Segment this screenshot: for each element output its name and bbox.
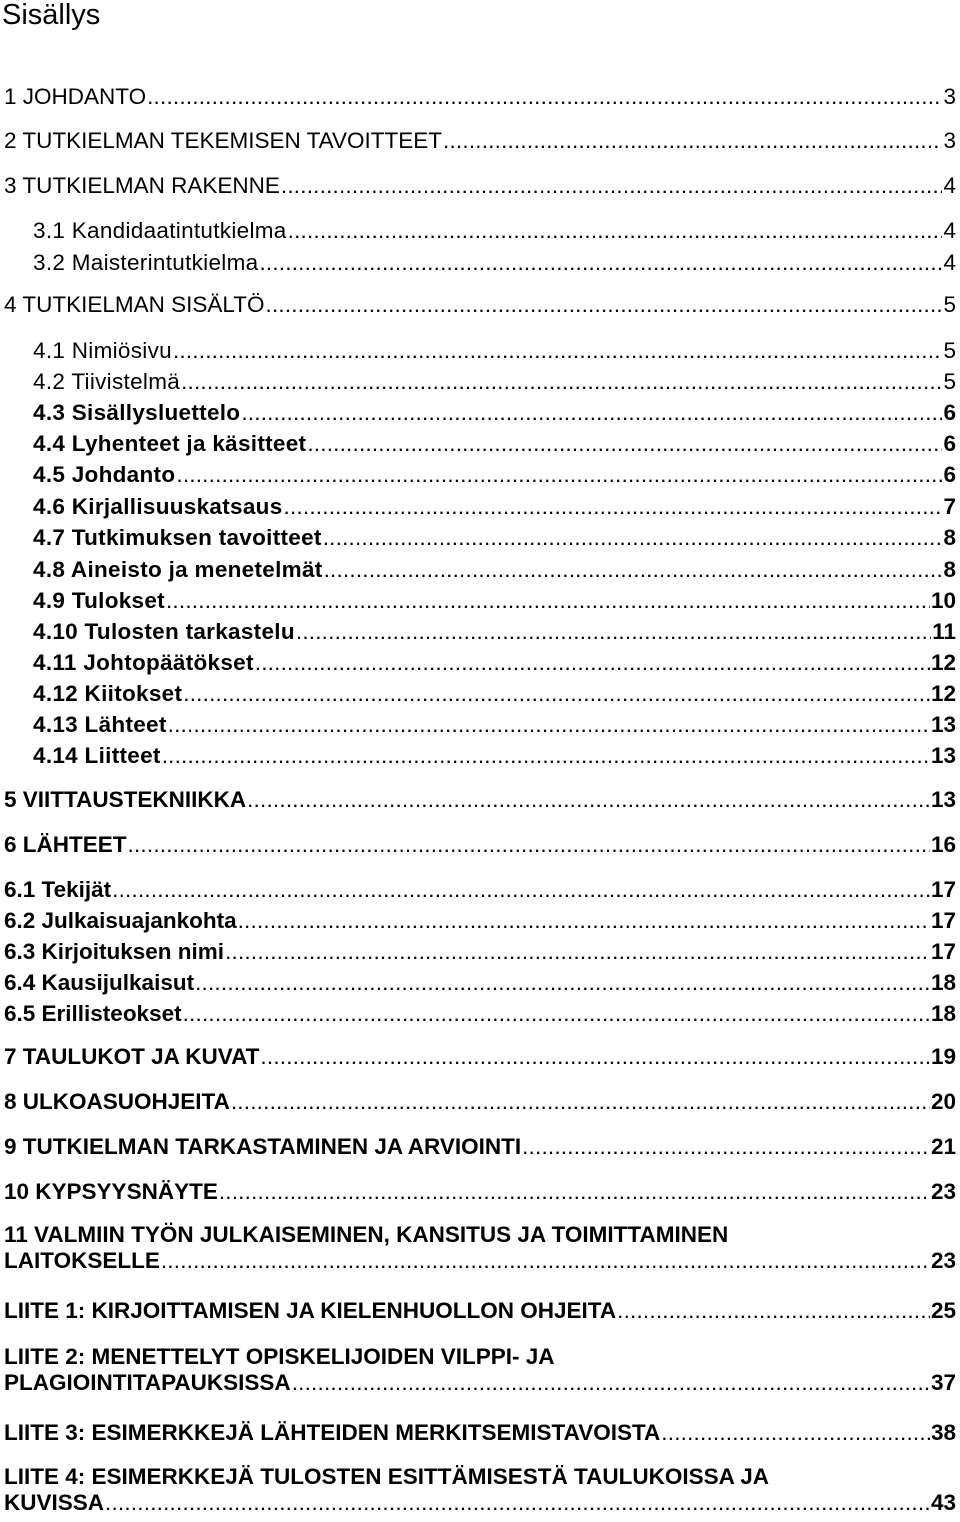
toc-entry[interactable] [33, 743, 960, 769]
toc-page-number: 18 [930, 970, 956, 995]
toc-page-number: 21 [930, 1134, 956, 1159]
toc-entry[interactable] [33, 250, 960, 276]
toc-page-number: 10 [930, 588, 956, 613]
toc-entry-title: 6.1 Tekijät [4, 877, 112, 902]
toc-entry[interactable] [33, 619, 960, 645]
dot-leader [281, 173, 943, 199]
toc-entry-title: 9 TUTKIELMAN TARKASTAMINEN JA ARVIOINTI [4, 1134, 522, 1159]
toc-page-number: 16 [930, 832, 956, 857]
toc-entry-title: 3.2 Maisterintutkielma [33, 250, 259, 275]
dot-leader [195, 970, 930, 996]
dot-leader [324, 557, 943, 583]
toc-entry-title: 4.8 Aineisto ja menetelmät [33, 557, 323, 582]
toc-entry-title: 5 VIITTAUSTEKNIIKKA [4, 787, 247, 812]
toc-page-number: 23 [930, 1248, 956, 1273]
toc-page-number: 5 [943, 369, 956, 394]
toc-entry-title: 4 TUTKIELMAN SISÄLTÖ [4, 292, 265, 317]
toc-entry[interactable] [33, 400, 960, 426]
toc-page-number: 38 [930, 1420, 956, 1445]
toc-page-number: 6 [943, 431, 956, 456]
dot-leader [247, 787, 930, 813]
toc-entry[interactable] [33, 681, 960, 707]
dot-leader [147, 84, 942, 110]
toc-page-number: 20 [930, 1089, 956, 1114]
toc-entry-title: 4.7 Tutkimuksen tavoitteet [33, 525, 322, 550]
toc-entry[interactable] [4, 1344, 960, 1396]
toc-entry-title: LIITE 3: ESIMERKKEJÄ LÄHTEIDEN MERKITSEMISTAVOISTA [4, 1420, 661, 1445]
dot-leader [260, 1044, 930, 1070]
toc-page-number: 4 [943, 173, 956, 198]
toc-entry-title: 1 JOHDANTO [4, 84, 147, 109]
toc-entry[interactable] [33, 338, 960, 364]
page-title: Sisällys [2, 0, 101, 31]
dot-leader [105, 1490, 930, 1516]
toc-entry-title: PLAGIOINTITAPAUKSISSA [4, 1370, 291, 1395]
toc-entry[interactable] [4, 939, 960, 965]
toc-entry-title: 4.2 Tiivistelmä [33, 369, 181, 394]
toc-page-number: 5 [943, 292, 956, 317]
dot-leader [168, 712, 930, 738]
dot-leader [128, 832, 930, 858]
toc-entry[interactable] [33, 431, 960, 457]
toc-entry-title-line1: 11 VALMIIN TYÖN JULKAISEMINEN, KANSITUS JA TOIMITTAMINEN [4, 1222, 729, 1247]
toc-entry-title: 4.6 Kirjallisuuskatsaus [33, 494, 283, 519]
toc-entry-title: 6.5 Erillisteokset [4, 1001, 182, 1026]
dot-leader [112, 877, 930, 903]
toc-page-number: 4 [943, 250, 956, 275]
toc-entry-title: 6.4 Kausijulkaisut [4, 970, 195, 995]
toc-entry-title: 4.4 Lyhenteet ja käsitteet [33, 431, 307, 456]
toc-page-number: 11 [932, 619, 956, 644]
toc-entry-title: 4.14 Liitteet [33, 743, 161, 768]
toc-entry-title: 4.13 Lähteet [33, 712, 167, 737]
dot-leader [522, 1134, 930, 1160]
toc-entry-title: 4.10 Tulosten tarkastelu [33, 619, 295, 644]
toc-entry-title-line1: LIITE 4: ESIMERKKEJÄ TULOSTEN ESITTÄMISESTÄ TAULUKOISSA JA [4, 1464, 770, 1489]
dot-leader [166, 588, 930, 614]
toc-page-number: 13 [930, 712, 956, 737]
toc-entry-title: 4.1 Nimiösivu [33, 338, 172, 363]
toc-entry[interactable] [33, 588, 960, 614]
dot-leader [176, 462, 942, 488]
toc-page-number: 6 [943, 400, 956, 425]
toc-entry[interactable] [33, 525, 960, 551]
toc-entry[interactable] [33, 369, 960, 395]
toc-entry[interactable] [4, 1464, 960, 1516]
toc-entry[interactable] [33, 650, 960, 676]
toc-entry[interactable] [4, 832, 960, 858]
dot-leader [296, 619, 931, 645]
toc-entry[interactable] [33, 218, 960, 244]
toc-entry-title: LIITE 1: KIRJOITTAMISEN JA KIELENHUOLLON OHJEITA [4, 1298, 617, 1323]
dot-leader [231, 1089, 930, 1115]
dot-leader [292, 1370, 930, 1396]
toc-page-number: 17 [930, 908, 956, 933]
dot-leader [219, 1179, 930, 1205]
dot-leader [288, 218, 943, 244]
dot-leader [266, 292, 943, 318]
dot-leader [617, 1298, 930, 1324]
toc-entry-title: 6.2 Julkaisuajankohta [4, 908, 237, 933]
toc-entry[interactable] [4, 1044, 960, 1070]
toc-page-number: 13 [930, 743, 956, 768]
toc-entry-title: 3 TUTKIELMAN RAKENNE [4, 173, 280, 198]
toc-page-number: 25 [930, 1298, 956, 1323]
dot-leader [443, 128, 942, 154]
toc-entry-title: 4.5 Johdanto [33, 462, 176, 487]
toc-entry-title: 2 TUTKIELMAN TEKEMISEN TAVOITTEET [4, 128, 443, 153]
dot-leader [183, 681, 930, 707]
dot-leader [183, 1001, 930, 1027]
toc-entry-title: KUVISSA [4, 1490, 105, 1515]
toc-page-number: 6 [943, 462, 956, 487]
dot-leader [238, 908, 930, 934]
dot-leader [661, 1420, 930, 1446]
toc-entry[interactable] [33, 494, 960, 520]
toc-entry-title: 8 ULKOASUOHJEITA [4, 1089, 230, 1114]
dot-leader [284, 494, 943, 520]
dot-leader [307, 431, 942, 457]
toc-page-number: 17 [930, 877, 956, 902]
toc-entry[interactable] [4, 877, 960, 903]
toc-entry[interactable] [4, 292, 960, 318]
toc-page-number: 3 [943, 128, 956, 153]
toc-entry-title: 4.12 Kiitokset [33, 681, 183, 706]
toc-entry[interactable] [4, 1179, 960, 1205]
toc-entry[interactable] [4, 908, 960, 934]
toc-page-number: 12 [930, 650, 956, 675]
toc-entry[interactable] [4, 1222, 960, 1274]
toc-entry-title: LAITOKSELLE [4, 1248, 160, 1273]
toc-entry-title: 3.1 Kandidaatintutkielma [33, 218, 287, 243]
toc-page-number: 23 [930, 1179, 956, 1204]
toc-page-number: 3 [943, 84, 956, 109]
dot-leader [241, 400, 942, 426]
dot-leader [255, 650, 930, 676]
toc-page-number: 17 [930, 939, 956, 964]
toc-page-number: 7 [943, 494, 956, 519]
toc-entry-title: 7 TAULUKOT JA KUVAT [4, 1044, 260, 1069]
toc-entry[interactable] [4, 128, 960, 154]
toc-entry[interactable] [4, 173, 960, 199]
toc-entry[interactable] [4, 84, 960, 110]
toc-entry-title: 4.9 Tulokset [33, 588, 165, 613]
toc-entry[interactable] [33, 462, 960, 488]
toc-page-number: 8 [943, 557, 956, 582]
toc-page-number: 18 [930, 1001, 956, 1026]
toc-entry-title: 4.11 Johtopäätökset [33, 650, 254, 675]
dot-leader [225, 939, 930, 965]
toc-page-number: 8 [943, 525, 956, 550]
toc-entry[interactable] [4, 1298, 960, 1324]
toc-page-number: 13 [930, 787, 956, 812]
toc-entry[interactable] [33, 557, 960, 583]
dot-leader [259, 250, 942, 276]
toc-entry-title: 4.3 Sisällysluettelo [33, 400, 241, 425]
toc-entry-title: 10 KYPSYYSNÄYTE [4, 1179, 218, 1204]
toc-entry[interactable] [33, 712, 960, 738]
toc-page-number: 5 [943, 338, 956, 363]
toc-entry[interactable] [4, 970, 960, 996]
toc-page-number: 37 [930, 1370, 956, 1395]
toc-page-number: 19 [930, 1044, 956, 1069]
toc-page-number: 4 [943, 218, 956, 243]
toc-page-number: 43 [930, 1490, 956, 1515]
toc-entry[interactable] [4, 787, 960, 813]
dot-leader [173, 338, 943, 364]
toc-entry[interactable] [4, 1089, 960, 1115]
toc-page-number: 12 [930, 681, 956, 706]
dot-leader [161, 1248, 930, 1274]
dot-leader [181, 369, 942, 395]
toc-entry[interactable] [4, 1001, 960, 1027]
toc-entry[interactable] [4, 1134, 960, 1160]
toc-entry-title: 6.3 Kirjoituksen nimi [4, 939, 225, 964]
toc-entry[interactable] [4, 1420, 960, 1446]
toc-entry-title: 6 LÄHTEET [4, 832, 127, 857]
toc-entry-title-line1: LIITE 2: MENETTELYT OPISKELIJOIDEN VILPPI- JA [4, 1344, 555, 1369]
dot-leader [323, 525, 943, 551]
dot-leader [162, 743, 930, 769]
